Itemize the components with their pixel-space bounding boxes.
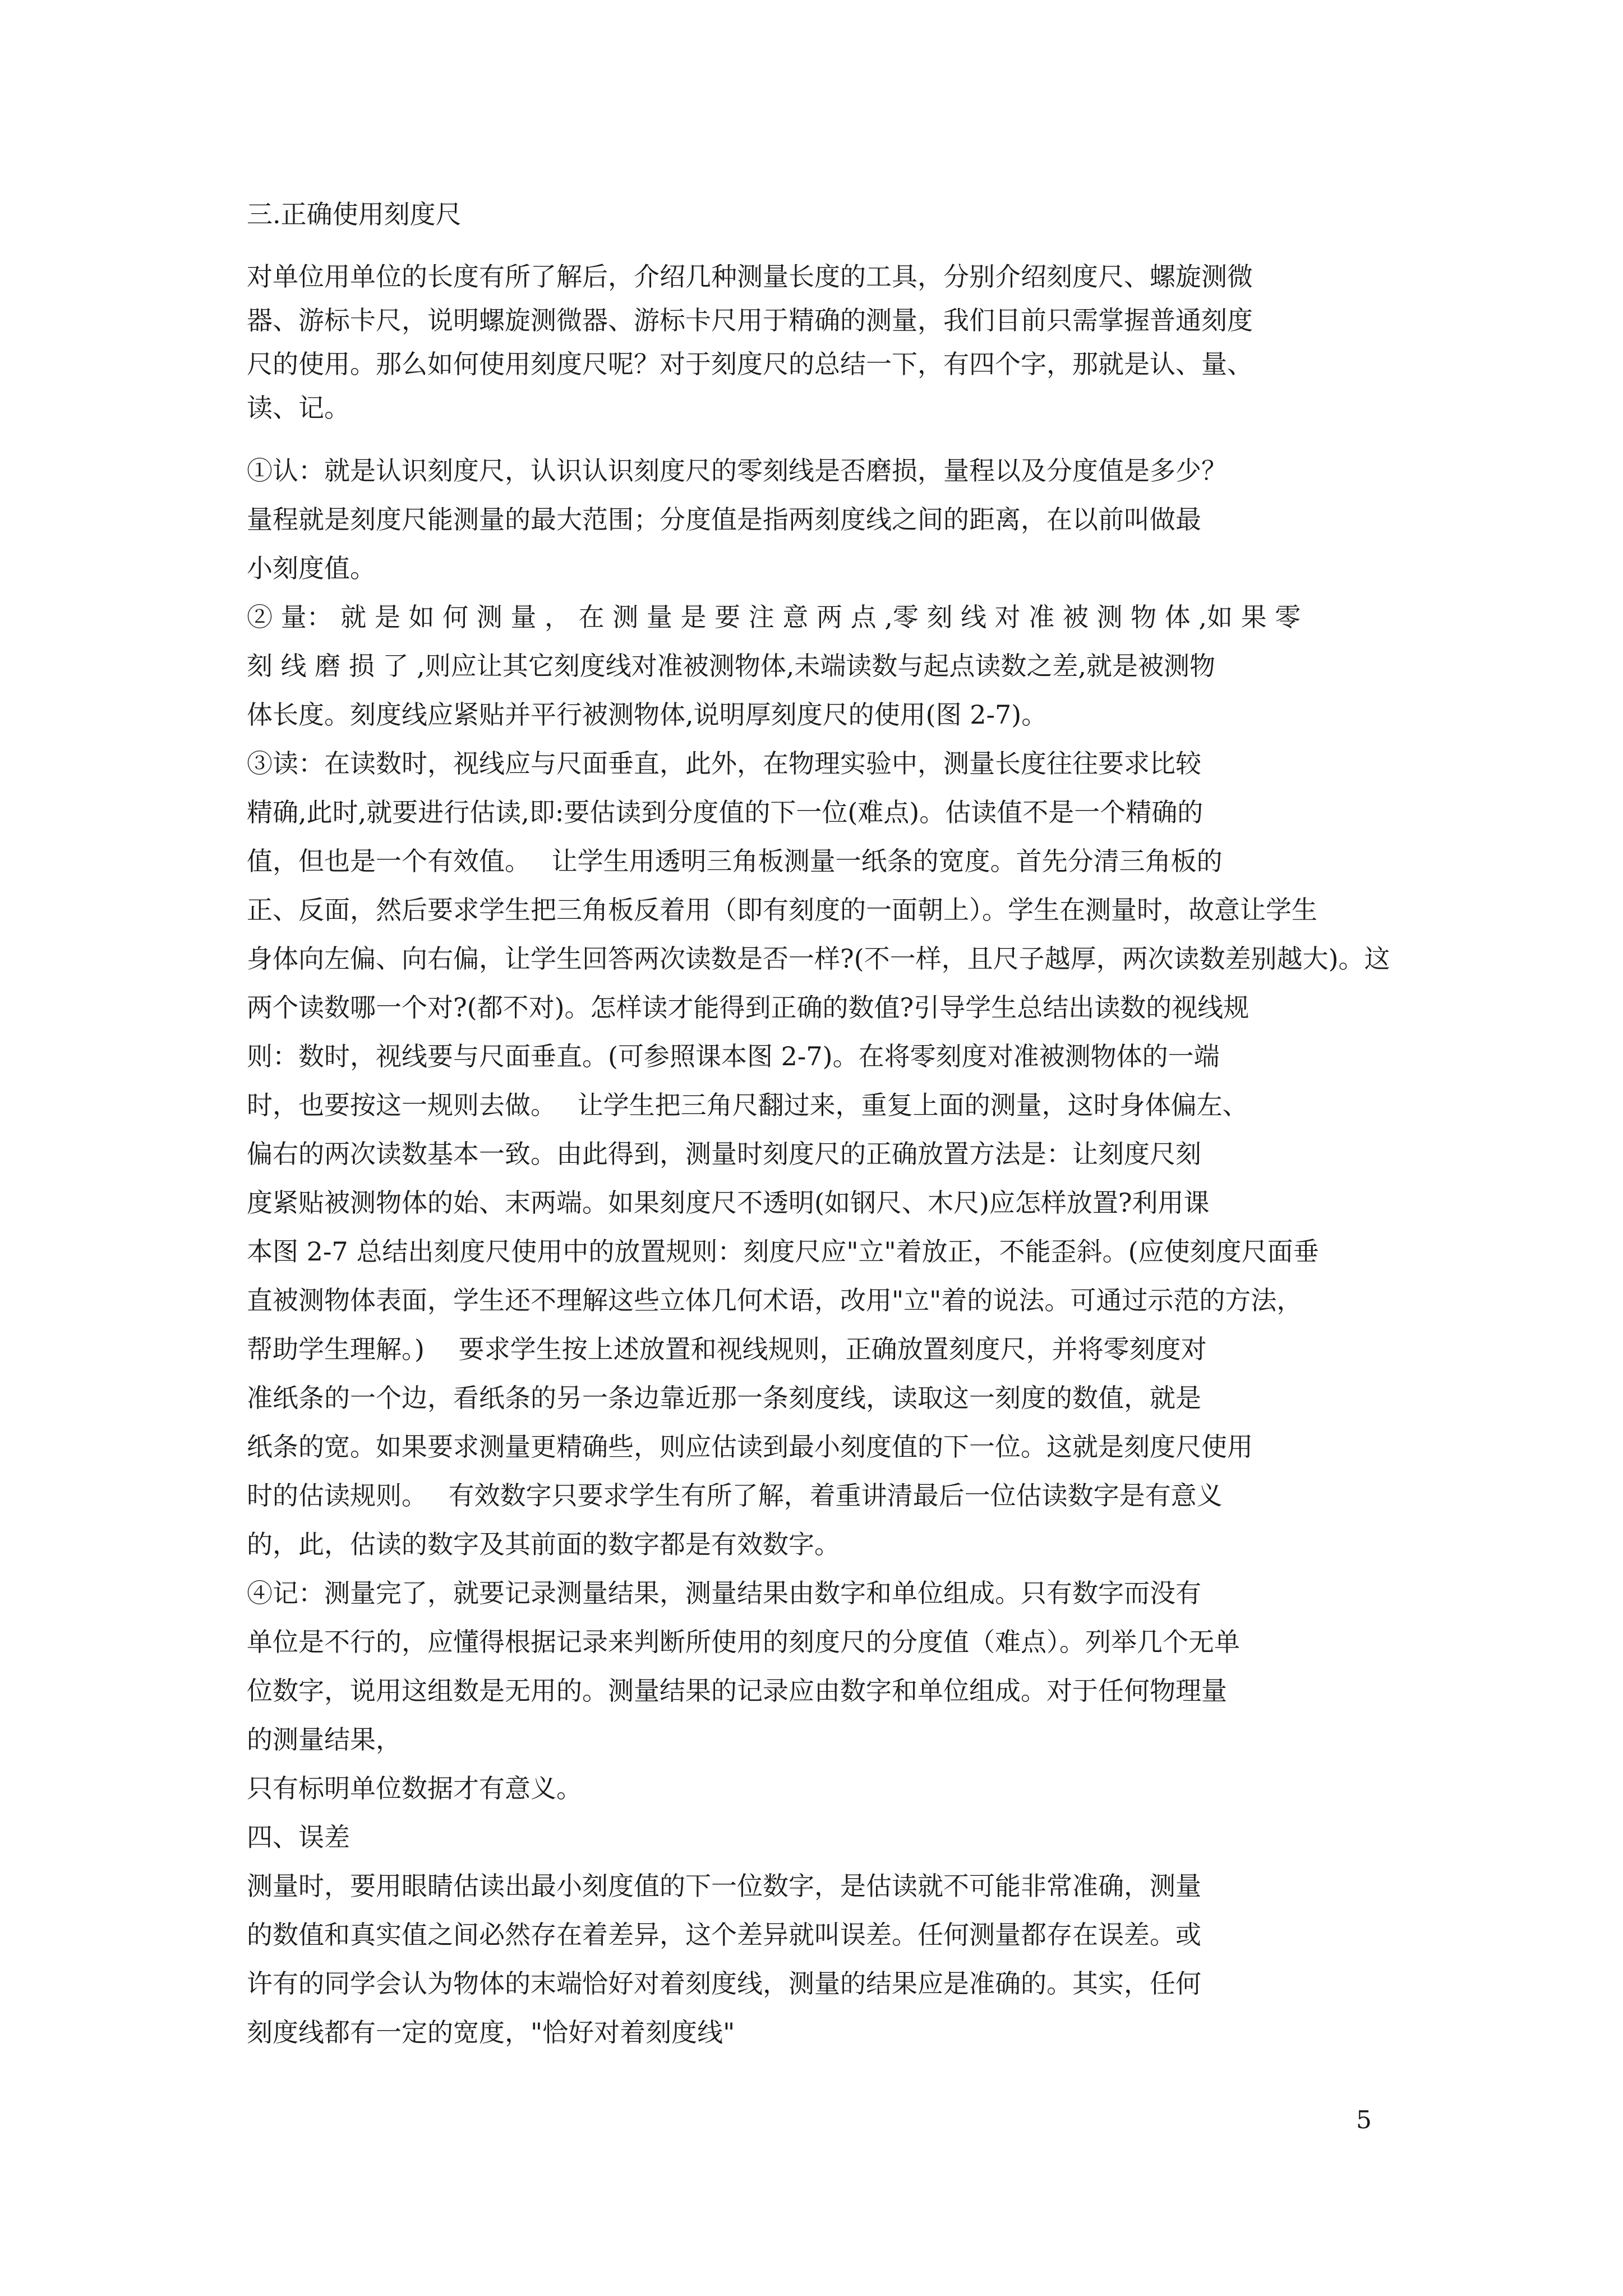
text-line: 尺的使用。那么如何使用刻度尺呢？对于刻度尺的总结一下，有四个字，那就是认、量、 <box>247 349 1253 379</box>
text-line: 对单位用单位的长度有所了解后，介绍几种测量长度的工具，分别介绍刻度尺、螺旋测微 <box>247 261 1253 292</box>
text-line: 器、游标卡尺，说明螺旋测微器、游标卡尺用于精确的测量，我们目前只需掌握普通刻度 <box>247 305 1253 335</box>
page-number: 5 <box>1356 2106 1372 2134</box>
text-line: 两个读数哪一个对?(都不对)。怎样读才能得到正确的数值?引导学生总结出读数的视线规 <box>247 992 1249 1023</box>
intro-paragraph <box>247 255 1391 430</box>
text-line: 度紧贴被测物体的始、末两端。如果刻度尺不透明(如钢尺、木尺)应怎样放置?利用课 <box>247 1188 1210 1218</box>
text-line: 准纸条的一个边，看纸条的另一条边靠近那一条刻度线，读取这一刻度的数值，就是 <box>247 1383 1201 1413</box>
text-line: 帮助学生理解。) 要求学生按上述放置和视线规则，正确放置刻度尺，并将零刻度对 <box>247 1334 1207 1364</box>
text-line: 身体向左偏、向右偏，让学生回答两次读数是否一样?(不一样，且尺子越厚，两次读数差别越大)。这 <box>247 944 1390 974</box>
section-heading: 三.正确使用刻度尺 <box>247 199 462 229</box>
text-line: 单位是不行的，应懂得根据记录来判断所使用的刻度尺的分度值（难点）。列举几个无单 <box>247 1627 1240 1657</box>
text-line: 位数字，说用这组数是无用的。测量结果的记录应由数字和单位组成。对于任何物理量 <box>247 1676 1227 1706</box>
text-line: 的数值和真实值之间必然存在着差异，这个差异就叫误差。任何测量都存在误差。或 <box>247 1920 1201 1950</box>
text-line: 的，此，估读的数字及其前面的数字都是有效数字。 <box>247 1529 840 1559</box>
text-line: 正、反面，然后要求学生把三角板反着用（即有刻度的一面朝上）。学生在测量时，故意让学生 <box>247 895 1317 925</box>
text-line: 时，也要按这一规则去做。 让学生把三角尺翻过来，重复上面的测量，这时身体偏左、 <box>247 1090 1248 1120</box>
section-heading-errors: 四、误差 <box>247 1822 350 1852</box>
text-line: 读、记。 <box>247 393 350 423</box>
text-line: 刻 线 磨 损 了 ,则应让其它刻度线对准被测物体,未端读数与起点读数之差,就是被测物 <box>247 651 1215 681</box>
text-line: 偏右的两次读数基本一致。由此得到，测量时刻度尺的正确放置方法是：让刻度尺刻 <box>247 1139 1201 1169</box>
text-line: 小刻度值。 <box>247 553 376 583</box>
text-line: 只有标明单位数据才有意义。 <box>247 1773 582 1803</box>
body-text <box>247 447 1391 2057</box>
text-line: 精确,此时,就要进行估读,即:要估读到分度值的下一位(难点)。估读值不是一个精确的 <box>247 797 1204 827</box>
text-line: 体长度。刻度线应紧贴并平行被测物体,说明厚刻度尺的使用(图 2-7)。 <box>247 700 1048 730</box>
text-line: 许有的同学会认为物体的末端恰好对着刻度线，测量的结果应是准确的。其实，任何 <box>247 1968 1201 1999</box>
text-line: 纸条的宽。如果要求测量更精确些，则应估读到最小刻度值的下一位。这就是刻度尺使用 <box>247 1432 1253 1462</box>
text-line: 直被测物体表面，学生还不理解这些立体几何术语，改用"立"着的说法。可通过示范的方法， <box>247 1285 1303 1315</box>
page-content <box>247 191 1391 2057</box>
text-line: ①认：就是认识刻度尺，认识认识刻度尺的零刻线是否磨损，量程以及分度值是多少？ <box>247 455 1227 486</box>
text-line: 测量时，要用眼睛估读出最小刻度值的下一位数字，是估读就不可能非常准确，测量 <box>247 1871 1201 1901</box>
text-line: 量程就是刻度尺能测量的最大范围；分度值是指两刻度线之间的距离，在以前叫做最 <box>247 504 1201 535</box>
text-line: 则：数时，视线要与尺面垂直。(可参照课本图 2-7)。在将零刻度对准被测物体的一端 <box>247 1041 1220 1071</box>
text-line: 刻度线都有一定的宽度，"恰好对着刻度线" <box>247 2017 735 2047</box>
text-line: ④记：测量完了，就要记录测量结果，测量结果由数字和单位组成。只有数字而没有 <box>247 1578 1201 1608</box>
text-line: 时的估读规则。 有效数字只要求学生有所了解，着重讲清最后一位估读数字是有意义 <box>247 1480 1223 1511</box>
text-line: 值，但也是一个有效值。 让学生用透明三角板测量一纸条的宽度。首先分清三角板的 <box>247 846 1223 876</box>
text-line: 本图 2-7 总结出刻度尺使用中的放置规则：刻度尺应"立"着放正，不能歪斜。(应使刻度尺面垂 <box>247 1236 1319 1267</box>
text-line: ③读：在读数时，视线应与尺面垂直，此外，在物理实验中，测量长度往往要求比较 <box>247 748 1201 779</box>
text-line: 的测量结果， <box>247 1724 402 1755</box>
text-line: ② 量： 就 是 如 何 测 量 ， 在 测 量 是 要 注 意 两 点 ,零 刻 线 对 准 被 测 物 体 ,如 果 零 <box>247 602 1301 632</box>
